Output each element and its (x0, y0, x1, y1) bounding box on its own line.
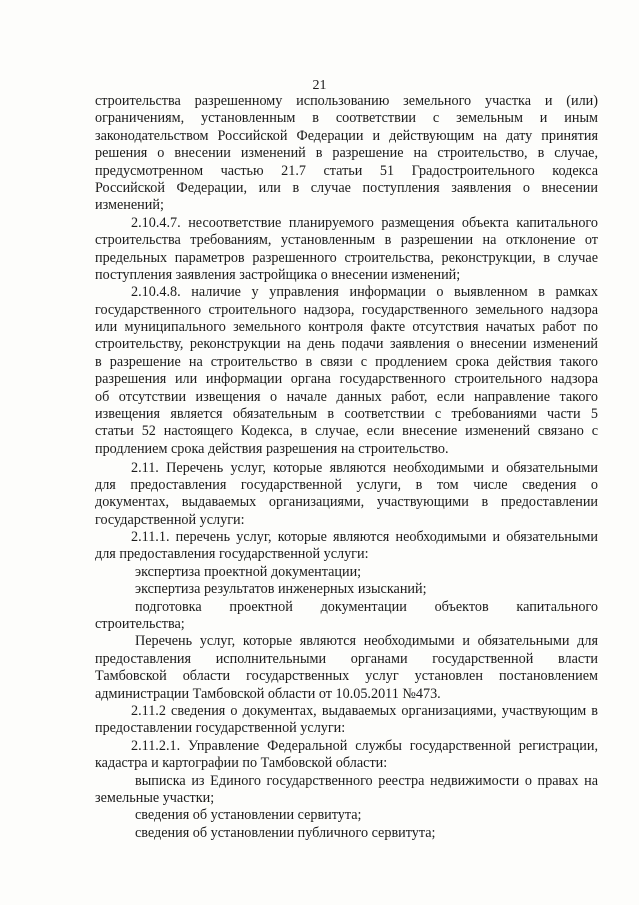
text-line: Перечень услуг, которые являются необходимыми и обязательными для (135, 633, 598, 650)
document-body (95, 93, 598, 842)
text-line: 2.11.1. перечень услуг, которые являются необходимыми и обязательными (131, 529, 598, 546)
text-line: предоставления исполнительными органами государственной власти (95, 650, 598, 667)
text-line: земельные участки; (95, 789, 215, 806)
text-line: Российской Федерации, или в случае поступления заявления о внесении (95, 179, 598, 196)
text-line: 2.11.2.1. Управление Федеральной службы государственной регистрации, (131, 737, 598, 754)
text-line: государственной услуги: (95, 511, 245, 528)
text-line: 2.11. Перечень услуг, которые являются необходимыми и обязательными (131, 459, 598, 476)
text-line: Тамбовской области государственных услуг установлен постановлением (95, 668, 598, 685)
text-line: экспертиза результатов инженерных изысканий; (135, 581, 427, 598)
text-line: кадастра и картографии по Тамбовской области: (95, 755, 388, 772)
text-line: 2.10.4.8. наличие у управления информации о выявленном в рамках (131, 284, 598, 301)
text-line: документах, выдаваемых организациями, участвующими в предоставлении (95, 494, 598, 511)
text-line: строительству, реконструкции на день подачи заявления о внесении изменений (95, 336, 598, 353)
text-line: об отсутствии извещения о начале данных работ, если направление такого (95, 388, 598, 405)
text-line: предусмотренном частью 21.7 статьи 51 Градостроительного кодекса (95, 162, 598, 179)
text-line: предельных параметров разрешенного строительства, реконструкции, в случае (95, 249, 598, 266)
text-line: изменений; (95, 197, 164, 214)
text-line: ограничениям, установленным в соответствии с земельным и иным (95, 110, 598, 127)
text-line: предоставлении государственной услуги: (95, 720, 346, 737)
text-line: для предоставления государственной услуги, в том числе сведения о (95, 476, 598, 493)
text-line: сведения об установлении сервитута; (135, 807, 362, 824)
text-line: 2.11.2 сведения о документах, выдаваемых организациями, участвующим в (131, 702, 598, 719)
text-line: строительства требованиям, установленным в разрешении на отклонение от (95, 232, 598, 249)
text-line: в разрешение на строительство в связи с продлением срока действия такого (95, 353, 598, 370)
text-line: 2.10.4.7. несоответствие планируемого размещения объекта капитального (131, 214, 598, 231)
text-line: продлением срока действия разрешения на строительство. (95, 440, 449, 457)
text-line: строительства разрешенному использованию земельного участка и (или) (95, 93, 598, 109)
text-line: для предоставления государственной услуги: (95, 546, 369, 563)
text-line: строительства; (95, 616, 185, 633)
text-line: поступления заявления застройщика о внесении изменений; (95, 266, 461, 283)
text-line: государственного строительного надзора, государственного земельного надзора (95, 301, 598, 318)
text-line: законодательством Российской Федерации и действующим на дату принятия (95, 127, 598, 144)
text-line: извещения является обязательным в соответствии с требованиями части 5 (95, 406, 598, 423)
text-line: статьи 52 настоящего Кодекса, в случае, если внесение изменений связано с (95, 423, 598, 440)
text-line: подготовка проектной документации объектов капитального (135, 598, 598, 615)
text-line: сведения об установлении публичного сервитута; (135, 824, 436, 841)
text-line: или муниципального земельного контроля факте отсутствия начатых работ по (95, 319, 598, 336)
text-line: решения о внесении изменений в разрешение на строительство, в случае, (95, 145, 598, 162)
text-line: разрешения или информации органа государственного строительного надзора (95, 371, 598, 388)
text-line: администрации Тамбовской области от 10.05.2011 №473. (95, 685, 441, 702)
text-line: экспертиза проектной документации; (135, 563, 362, 580)
text-line: выписка из Единого государственного реестра недвижимости о правах на (135, 772, 598, 789)
page-number: 21 (312, 78, 327, 93)
